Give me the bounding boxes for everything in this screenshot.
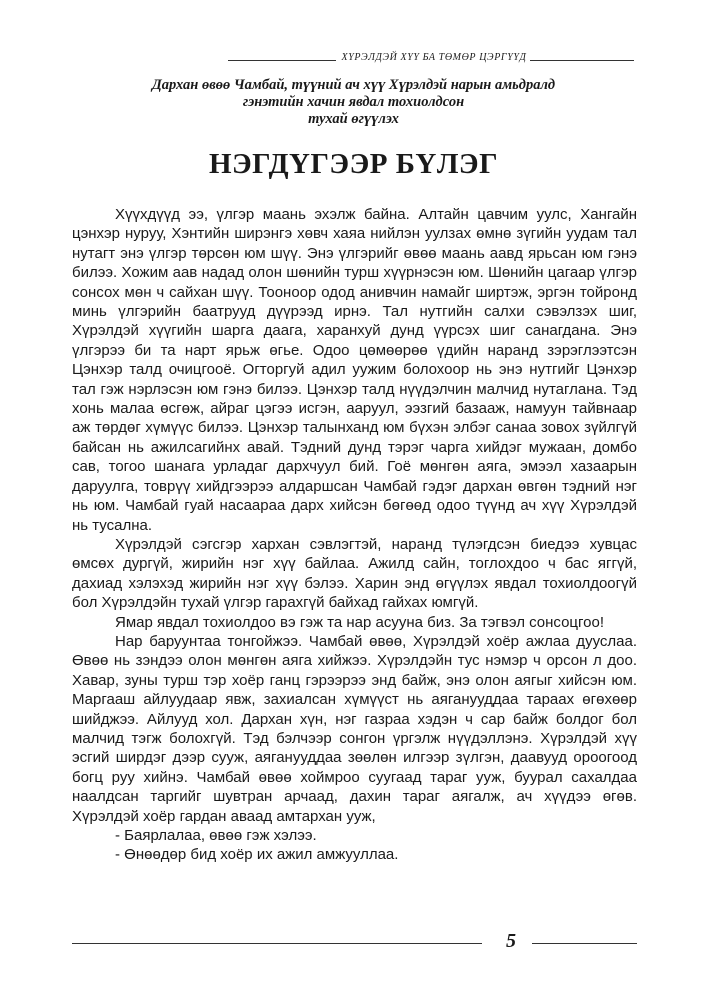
chapter-subtitle	[60, 77, 647, 128]
paragraph: Нар баруунтаа тонгойжээ. Чамбай өвөө, Хүрэлдэй хоёр ажлаа дууслаа. Өвөө нь зэндээ олон мөнгөн аяга хийжээ. Хүрэлдэйн тус нэмэр ч орсон л доо. Хавар, зуны турш тэр хоёр ганц гэрээрээ энд байж, энэ олон аягыг хийсэн юм. Маргааш айлуудаар явж, захиалсан хүмүүст нь аяганууддаа тараах өгөхөөр шийджээ. Айлууд хол. Дархан хүн, нэг газраа хэдэн ч сар байж болдог бол малчид тэгж болохгүй. Тэд бэлчээр сонгон үргэлж нүүдэллэнэ. Хүрэлдэй хүү эсгий ширдэг дээр сууж, аяганууддаа зөөлөн илгээр зүлгэн, даавууд ороогоод богц руу хийнэ. Чамбай өвөө хоймроо суугаад тараг ууж, буурал сахалдаа наалдсан таргийг шувтран арчаад, дахин тараг аягалж, ач хүүдээ өгөв. Хүрэлдэй хоёр гардан аваад амтархан ууж,	[72, 632, 637, 825]
paragraph: Ямар явдал тохиолдоо вэ гэж та нар асууна биз. За тэгвэл сонсоцгоо!	[115, 613, 605, 631]
running-head-title: ХҮРЭЛДЭЙ ХҮҮ БА ТӨМӨР ЦЭРГҮҮД	[341, 52, 527, 63]
subtitle-line: тухай өгүүлэх	[308, 111, 399, 127]
paragraph: Хүрэлдэй сэгсгэр хархан сэвлэгтэй, наранд түлэгдсэн биедээ хувцас өмсөх дургүй, жирийн нэг хүү байлаа. Ажилд сайн, тоглохдоо ч бас яггүй, дахиад хэлэхэд жирийн нэг хүү бэлээ. Харин энд өгүүлэх явдал тохиолдоогүй бол Хүрэлдэйн тухай үлгэр гарахгүй байхад гайхах юмгүй.	[72, 535, 637, 612]
footer-rule-left	[72, 943, 482, 944]
body-text	[72, 205, 637, 865]
subtitle-line: Дархан өвөө Чамбай, түүний ач хүү Хүрэлдэй нарын амьдралд	[151, 77, 556, 93]
running-header	[228, 52, 634, 68]
chapter-title: НЭГДҮГЭЭР БҮЛЭГ	[208, 148, 499, 180]
page-footer	[72, 932, 637, 954]
dialogue-line: - Өнөөдөр бид хоёр их ажил амжууллаа.	[115, 846, 399, 864]
page-number: 5	[506, 930, 516, 952]
footer-rule-right	[532, 943, 637, 944]
header-rule-left	[228, 60, 336, 61]
subtitle-line: гэнэтийн хачин явдал тохиолдсон	[242, 94, 465, 110]
header-rule-right	[530, 60, 634, 61]
paragraph: Хүүхдүүд ээ, үлгэр маань эхэлж байна. Алтайн цавчим уулс, Хангайн цэнхэр нуруу, Хэнтийн ширэнгэ хөвч хаяа нийлэн уулзах өмнө зүгийн уудам тал нутагт энэ үлгэр төрсөн юм шүү. Энэ үлгэрийг өвөө маань аавд ярьсан юм гэнэ билээ. Хожим аав надад олон шөнийн турш хүүрнэсэн юм. Шөнийн цагаар үлгэр сонсох мөн ч сайхан шүү. Тооноор одод анивчин намайг ширтэж, эргэн тойронд минь үлгэрийн баатрууд дүүрээд ирнэ. Тал нутгийн салхи сэвэлзэх шиг, Хүрэлдэй хүүгийн шарга даага, харанхуй дунд үүрсэх шиг санагдана. Энэ үлгэрээ би та нарт ярьж өгье. Одоо цөмөөрөө үдийн наранд зэрэглээтсэн Цэнхэр талд очицгооё. Огторгуй адил уужим болохоор нь энэ нутгийг Цэнхэр тал гэж нэрлэсэн юм гэнэ билээ. Цэнхэр талд нүүдэлчин малчид нутаглана. Тэд хонь малаа өсгөж, айраг цэгээ исгэн, ааруул, ээзгий базааж, намуун тайвнаар аж төрдөг хүмүүс билээ. Цэнхэр талынханд юм бүхэн элбэг санаа зовох зүйлгүй байсан нь ажилсагийнх авай. Тэдний дунд тэрэг чарга хийдэг мужаан, домбо сав, тогоо шанага урладаг дархчуул бий. Гоё мөнгөн аяга, эмээл хазаарын даруулга, товрүү хийдгээрээ алдаршсан Чамбай гэдэг дархан өвгөн тэдний нэг нь юм. Чамбай гуай насаараа дарх хийсэн бөгөөд одоо түүнд ач хүү Хүрэлдэй нь тусална.	[72, 206, 637, 534]
dialogue-line: - Баярлалаа, өвөө гэж хэлээ.	[115, 827, 317, 844]
